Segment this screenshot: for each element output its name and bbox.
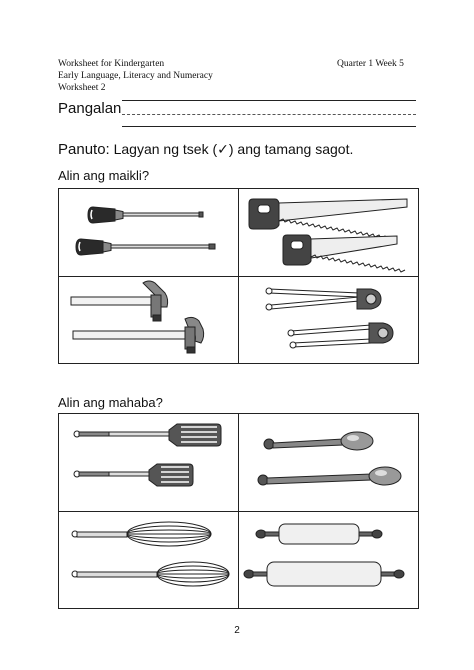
instruction-text: Lagyan ng tsek (✓) ang tamang sagot. xyxy=(113,141,354,157)
nutcracker-icon xyxy=(239,277,417,364)
header-left xyxy=(58,58,213,94)
question-short: Alin ang maikli? xyxy=(58,168,150,183)
header-line: Early Language, Literacy and Numeracy xyxy=(58,71,213,81)
cell-nutcrackers[interactable] xyxy=(239,277,417,364)
header-line: Worksheet for Kindergarten xyxy=(58,59,165,69)
saw-icon xyxy=(239,189,417,276)
cell-rolling-pins[interactable] xyxy=(239,512,417,609)
cell-screwdrivers[interactable] xyxy=(59,189,237,276)
header-line: Worksheet 2 xyxy=(58,83,106,93)
cell-saws[interactable] xyxy=(239,189,417,276)
instruction-label: Panuto: xyxy=(58,141,110,158)
cell-spoons[interactable] xyxy=(239,414,417,511)
name-line-top[interactable] xyxy=(122,100,416,101)
spoon-icon xyxy=(239,414,417,511)
instruction xyxy=(58,141,353,158)
name-label: Pangalan xyxy=(58,100,122,117)
cell-spatulas[interactable] xyxy=(59,414,237,511)
page-number: 2 xyxy=(234,625,240,636)
header-right: Quarter 1 Week 5 xyxy=(337,59,404,69)
cell-whisks[interactable] xyxy=(59,512,237,609)
name-line-bottom xyxy=(122,126,416,127)
cell-hammers[interactable] xyxy=(59,277,237,364)
answer-grid-long xyxy=(58,413,419,609)
answer-grid-short xyxy=(58,188,419,364)
question-long: Alin ang mahaba? xyxy=(58,395,163,410)
rolling-pin-icon xyxy=(239,512,417,609)
screwdriver-icon xyxy=(59,189,237,276)
spatula-icon xyxy=(59,414,237,511)
hammer-icon xyxy=(59,277,237,364)
name-line-dashed xyxy=(122,114,416,115)
whisk-icon xyxy=(59,512,237,609)
